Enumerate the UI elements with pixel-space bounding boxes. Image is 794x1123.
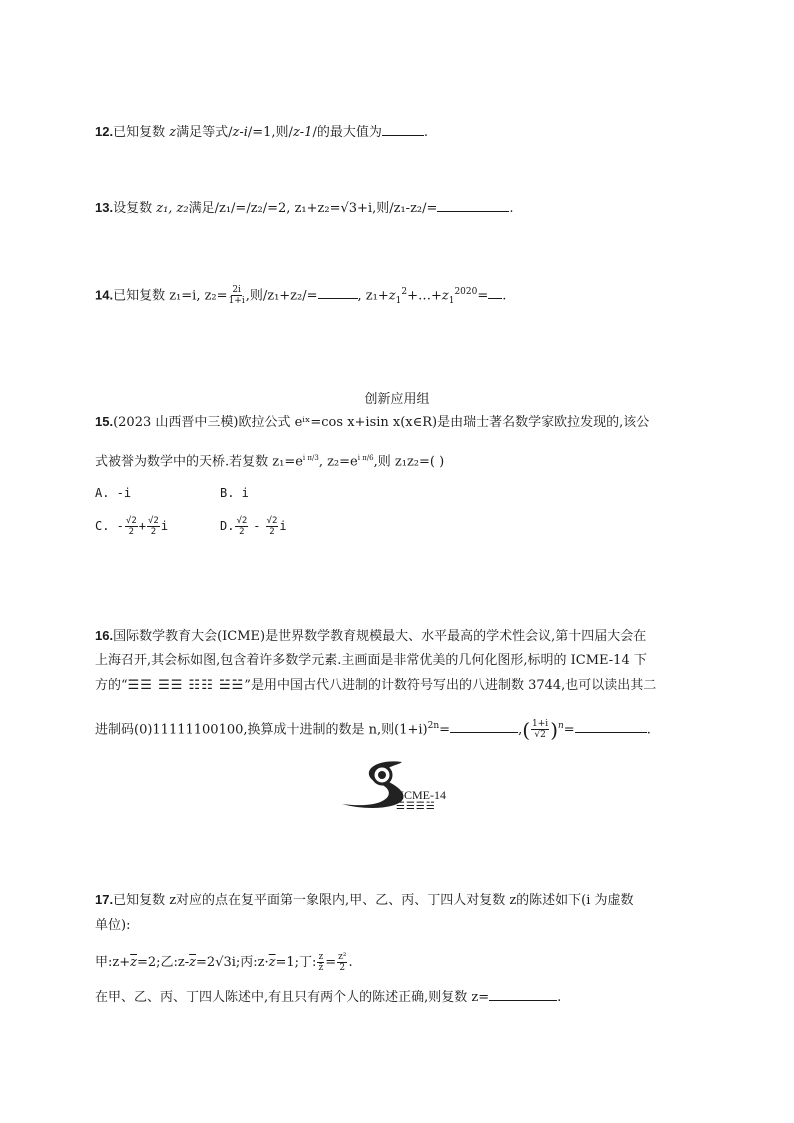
icme-14-logo [340, 758, 460, 813]
answer-blank[interactable] [575, 720, 647, 733]
answer-blank[interactable] [437, 199, 509, 212]
question-13: 13.设复数 z₁, z₂满足/z₁/=/z₂/=2, z₁+z₂=√3+i,则/z₁-z₂/= . [95, 200, 514, 216]
answer-blank[interactable] [489, 988, 557, 1001]
fraction: $\frac{z}{z̄}$ [318, 952, 324, 973]
rod-numerals: ☰☰ ☰☰ ☷☷ ☱☱ [127, 678, 245, 693]
option-d[interactable]: D. $\frac{√2}{2}$ - $\frac{√2}{2}$ i [220, 516, 287, 537]
answer-blank[interactable] [318, 286, 358, 299]
option-c[interactable]: C. - $\frac{√2}{2}$ + $\frac{√2}{2}$ i [95, 516, 169, 537]
fraction: $\frac{2i}{1+i}$ [228, 285, 245, 307]
question-14: 14.已知复数 z₁=i, z₂= $\frac{2i}{1+i}$ ,则/z₁+z₂/= , $z_1+z_1^2+\dots+z_1^{2020}=$ . [95, 285, 507, 307]
question-12: 12.已知复数 z满足等式/z-i/=1,则/z-1/的最大值为 . [95, 124, 428, 140]
question-15-line-2: 式被誉为数学中的天桥.若复数 $z_1=e^{i \pi/3}$, $z_2=e^{i \pi/6}$,则 z₁z₂=( ) [95, 454, 445, 470]
answer-blank[interactable] [488, 286, 502, 299]
option-a[interactable]: A. -i [95, 486, 132, 500]
question-16-line-3: 方的“☰☰ ☰☰ ☷☷ ☱☱”是用中国古代八进制的计数符号写出的八进制数 3744,也可以读出其二 [95, 678, 657, 693]
question-16-line-2: 上海召开,其会标如图,包含着许多数学元素.主画面是非常优美的几何化图形,标明的 ICME-14 下 [95, 653, 647, 668]
question-17-line-2: 单位): [95, 918, 131, 933]
logo-text: ICME-14 [400, 788, 446, 802]
question-17-line-4: 在甲、乙、丙、丁四人陈述中,有且只有两个人的陈述正确,则复数 z= . [95, 990, 562, 1005]
fraction: $\frac{1+i}{√2}$ [532, 719, 549, 741]
question-16-line-4: 进制码(0)11111100100,换算成十进制的数是 n,则$(1+i)^{2n}=$ ,( $\frac{1+i}{√2}$ )$^n$= . [95, 717, 651, 742]
question-16-line-1: 16.国际数学教育大会(ICME)是世界数学教育规模最大、水平最高的学术性会议,第十四届大会在 [95, 628, 647, 644]
question-17-line-1: 17.已知复数 z对应的点在复平面第一象限内,甲、乙、丙、丁四人对复数 z的陈述如下(i 为虚数 [95, 892, 634, 908]
question-17-line-3: 甲$:z+\overline{z}=2$;乙$:z-\overline{z}=2√3i$;丙$:z\cdot\overline{z}=1$;丁: $\frac{z}{z̄}$ = $\frac{\text{z²}}{2}$ . [95, 952, 353, 973]
question-number: 15. [95, 414, 114, 429]
fraction: $\frac{\text{z²}}{2}$ [338, 952, 347, 973]
question-number: 13. [95, 200, 114, 215]
answer-blank[interactable] [450, 720, 518, 733]
question-number: 12. [95, 124, 114, 139]
section-title: 创新应用组 [364, 392, 430, 407]
option-b[interactable]: B. i [220, 486, 249, 500]
question-number: 17. [95, 892, 114, 907]
logo-rods: ☰☰☰☱ [396, 801, 436, 812]
question-number: 16. [95, 628, 114, 643]
answer-blank[interactable] [382, 123, 424, 136]
question-15-line-1: 15.(2023 山西晋中三模)欧拉公式 eⁱˣ=cos x+isin x(x∈R)是由瑞士著名数学家欧拉发现的,该公 [95, 414, 650, 430]
question-number: 14. [95, 287, 114, 303]
